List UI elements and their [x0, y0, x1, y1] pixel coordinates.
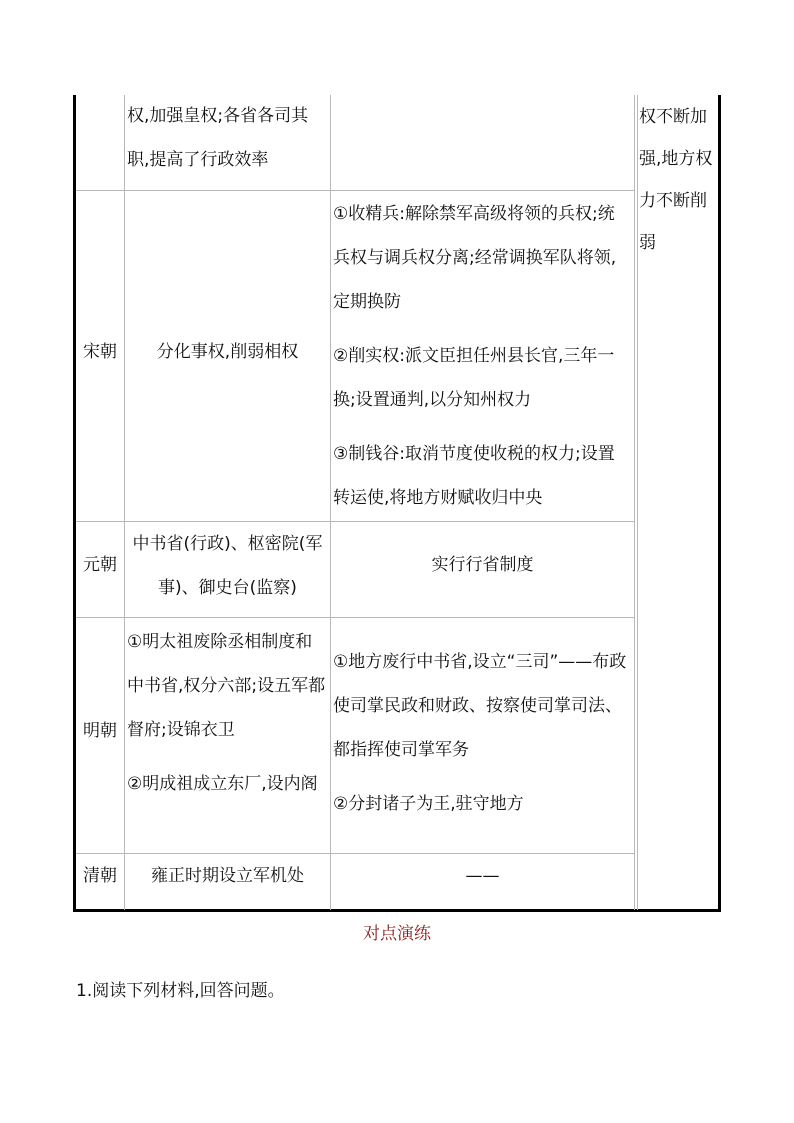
row1-local-cell [333, 192, 631, 520]
row2-central-cell [125, 522, 330, 610]
row3-local-item-1: ①地方废行中书省,设立“三司”——布政使司掌民政和财政、按察使司掌司法、都指挥使司掌军务 [333, 652, 627, 760]
row2-local-cell [331, 543, 634, 587]
row4-dynasty-cell [76, 854, 124, 898]
section-title: 对点演练 [363, 924, 431, 944]
trend-cell [639, 96, 717, 264]
trend-text: 权不断加强,地方权力不断削弱 [639, 107, 713, 253]
row0-central-text: 权,加强皇权;各省各司其职,提高了行政效率 [127, 106, 309, 170]
col-divider-4 [637, 95, 638, 910]
row0-central-cell [127, 94, 327, 182]
table-bottom-border [73, 909, 721, 912]
row1-local-item-2: ②削实权:派文臣担任州县长官,三年一换;设置通判,以分知州权力 [333, 346, 615, 410]
row-divider-1 [76, 190, 635, 191]
row3-dynasty-cell [76, 709, 124, 753]
row1-local-item-3: ③制钱谷:取消节度使收税的权力;设置转运使,将地方财赋收归中央 [333, 444, 615, 508]
col-divider-1 [124, 95, 125, 910]
row4-dynasty: 清朝 [83, 866, 117, 886]
row2-dynasty: 元朝 [83, 555, 117, 575]
row1-central-text: 分化事权,削弱相权 [156, 342, 299, 362]
row1-local-item-1: ①收精兵:解除禁军高级将领的兵权;统兵权与调兵权分离;经常调换军队将领,定期换防 [333, 204, 617, 312]
row3-dynasty: 明朝 [83, 721, 117, 741]
row2-central-text: 中书省(行政)、枢密院(军事)、御史台(监察) [132, 534, 323, 598]
row2-local-text: 实行行省制度 [431, 555, 534, 575]
row1-dynasty-cell [76, 330, 124, 374]
row4-central-text: 雍正时期设立军机处 [151, 866, 304, 886]
col-divider-2 [330, 95, 331, 910]
row-divider-3 [76, 617, 635, 618]
row4-central-cell [125, 854, 330, 898]
row3-central-item-2: ②明成祖成立东厂,设内阁 [127, 774, 318, 794]
table-right-border [718, 95, 721, 912]
row1-central-cell [125, 330, 330, 374]
row3-central-item-1: ①明太祖废除丞相制度和中书省,权分六部;设五军都督府;设锦衣卫 [127, 632, 326, 740]
col-divider-3 [634, 95, 635, 910]
row4-local-cell [331, 854, 634, 898]
question-text: 1.阅读下列材料,回答问题。 [76, 981, 285, 1001]
row1-dynasty: 宋朝 [83, 342, 117, 362]
row3-local-item-2: ②分封诸子为王,驻守地方 [333, 794, 524, 814]
row3-local-cell [333, 640, 631, 826]
table-left-border [73, 95, 76, 912]
row2-dynasty-cell [76, 543, 124, 587]
row3-central-cell [127, 620, 327, 806]
row4-local-text: —— [465, 866, 500, 886]
